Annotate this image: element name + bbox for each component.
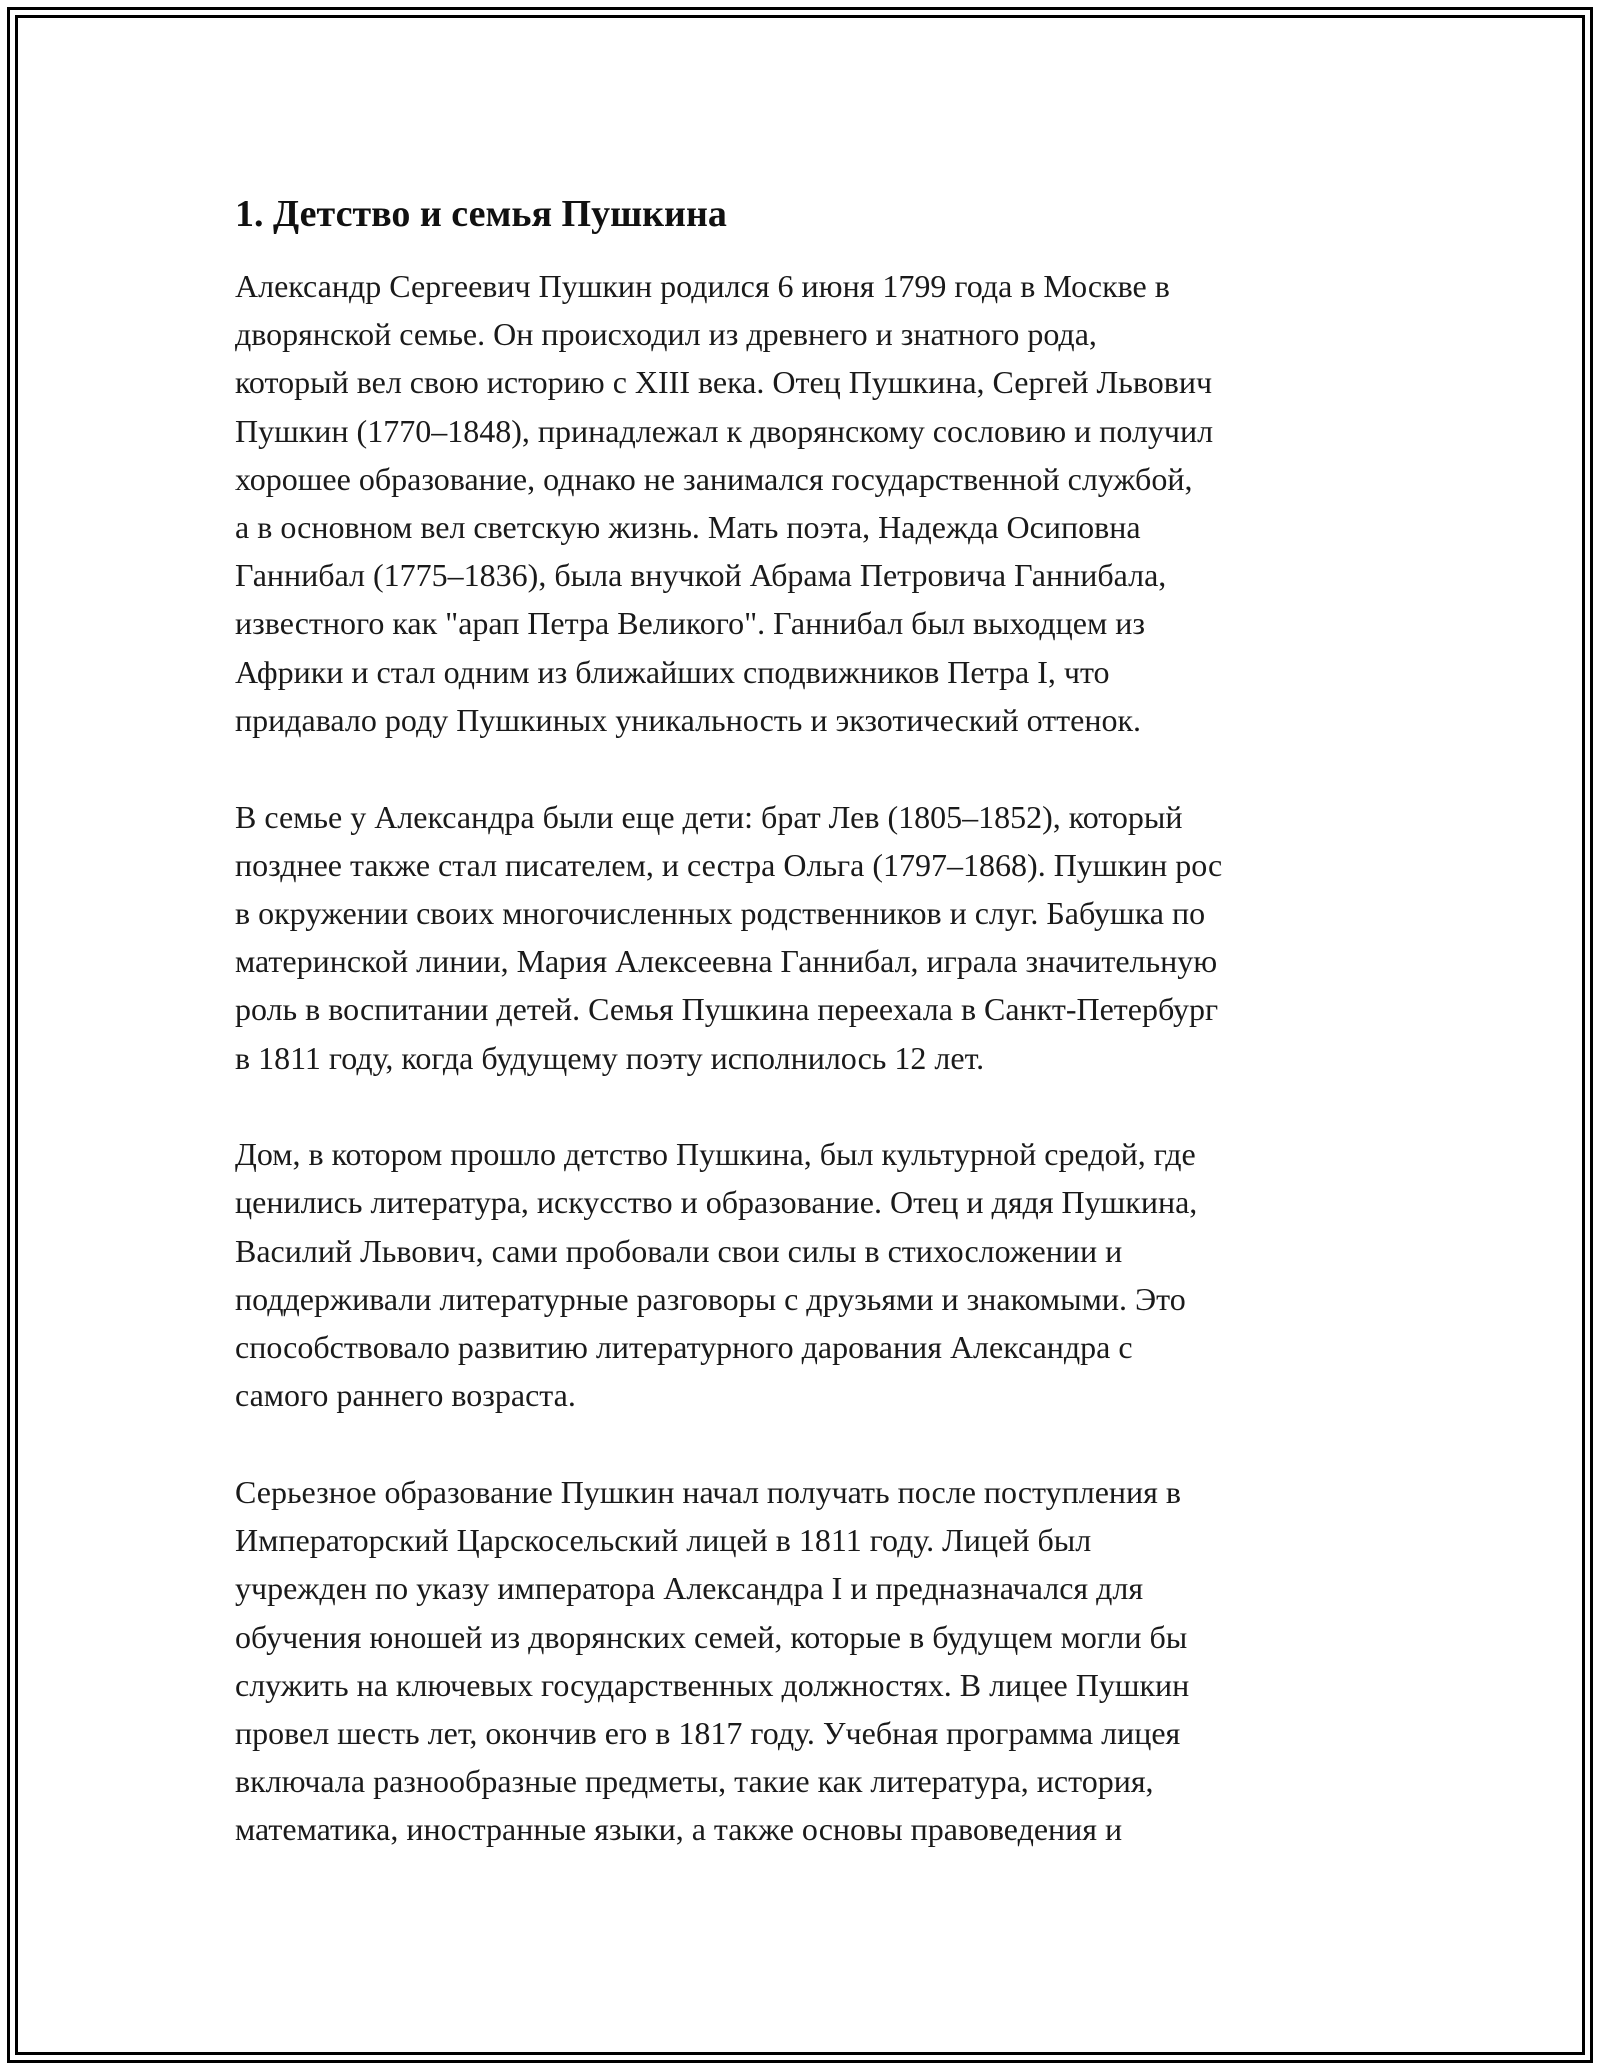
paragraph-line: в окружении своих многочисленных родственников и слуг. Бабушка по: [235, 894, 1206, 931]
paragraph-line: обучения юношей из дворянских семей, которые в будущем могли бы: [235, 1618, 1188, 1655]
paragraph-line: Ганнибал (1775–1836), была внучкой Абрама Петровича Ганнибала,: [235, 557, 1167, 594]
paragraph-line: который вел свою историю с XIII века. Отец Пушкина, Сергей Львович: [235, 364, 1213, 401]
paragraph-line: Африки и стал одним из ближайших сподвижников Петра I, что: [235, 653, 1110, 690]
paragraph-line: учрежден по указу императора Александра I и предназначался для: [235, 1570, 1144, 1607]
paragraph-line: ценились литература, искусство и образование. Отец и дядя Пушкина,: [235, 1184, 1198, 1221]
paragraph-line: Василий Львович, сами пробовали свои силы в стихосложении и: [235, 1232, 1123, 1269]
paragraph-1: [235, 262, 1375, 744]
paragraph-line: Александр Сергеевич Пушкин родился 6 июня 1799 года в Москве в: [235, 268, 1170, 304]
paragraph-line: хорошее образование, однако не занимался государственной службой,: [235, 460, 1193, 497]
paragraph-3: [235, 1130, 1375, 1419]
paragraph-line: придавало роду Пушкиных уникальность и экзотический оттенок.: [235, 701, 1141, 738]
paragraph-line: Дом, в котором прошло детство Пушкина, был культурной средой, где: [235, 1136, 1196, 1173]
paragraph-4: [235, 1468, 1375, 1854]
paragraph-line: включала разнообразные предметы, такие как литература, история,: [235, 1763, 1154, 1800]
paragraph-line: поддерживали литературные разговоры с друзьями и знакомыми. Это: [235, 1280, 1186, 1317]
section-heading: 1. Детство и семья Пушкина: [235, 193, 727, 235]
paragraph-line: дворянской семье. Он происходил из древнего и знатного рода,: [235, 316, 1097, 353]
document-body: [235, 186, 1375, 1902]
paragraph-line: служить на ключевых государственных должностях. В лицее Пушкин: [235, 1666, 1190, 1703]
paragraph-line: Серьезное образование Пушкин начал получать после поступления в: [235, 1473, 1181, 1510]
paragraph-line: а в основном вел светскую жизнь. Мать поэта, Надежда Осиповна: [235, 509, 1141, 546]
paragraph-line: провел шесть лет, окончив его в 1817 году. Учебная программа лицея: [235, 1714, 1181, 1751]
paragraph-line: в 1811 году, когда будущему поэту исполнилось 12 лет.: [235, 1039, 985, 1076]
paragraph-line: В семье у Александра были еще дети: брат Лев (1805–1852), который: [235, 798, 1183, 835]
paragraph-line: самого раннего возраста.: [235, 1377, 576, 1414]
paragraph-line: материнской линии, Мария Алексеевна Ганнибал, играла значительную: [235, 943, 1218, 980]
paragraph-line: известного как "арап Петра Великого". Ганнибал был выходцем из: [235, 605, 1146, 642]
paragraph-2: [235, 793, 1375, 1082]
paragraph-line: Пушкин (1770–1848), принадлежал к дворянскому сословию и получил: [235, 412, 1214, 449]
paragraph-line: Императорский Царскосельский лицей в 1811 году. Лицей был: [235, 1522, 1092, 1559]
paragraph-line: математика, иностранные языки, а также основы правоведения и: [235, 1811, 1123, 1848]
paragraph-line: роль в воспитании детей. Семья Пушкина переехала в Санкт-Петербург: [235, 991, 1219, 1028]
paragraph-line: позднее также стал писателем, и сестра Ольга (1797–1868). Пушкин рос: [235, 846, 1223, 883]
paragraph-line: способствовало развитию литературного дарования Александра с: [235, 1329, 1133, 1366]
